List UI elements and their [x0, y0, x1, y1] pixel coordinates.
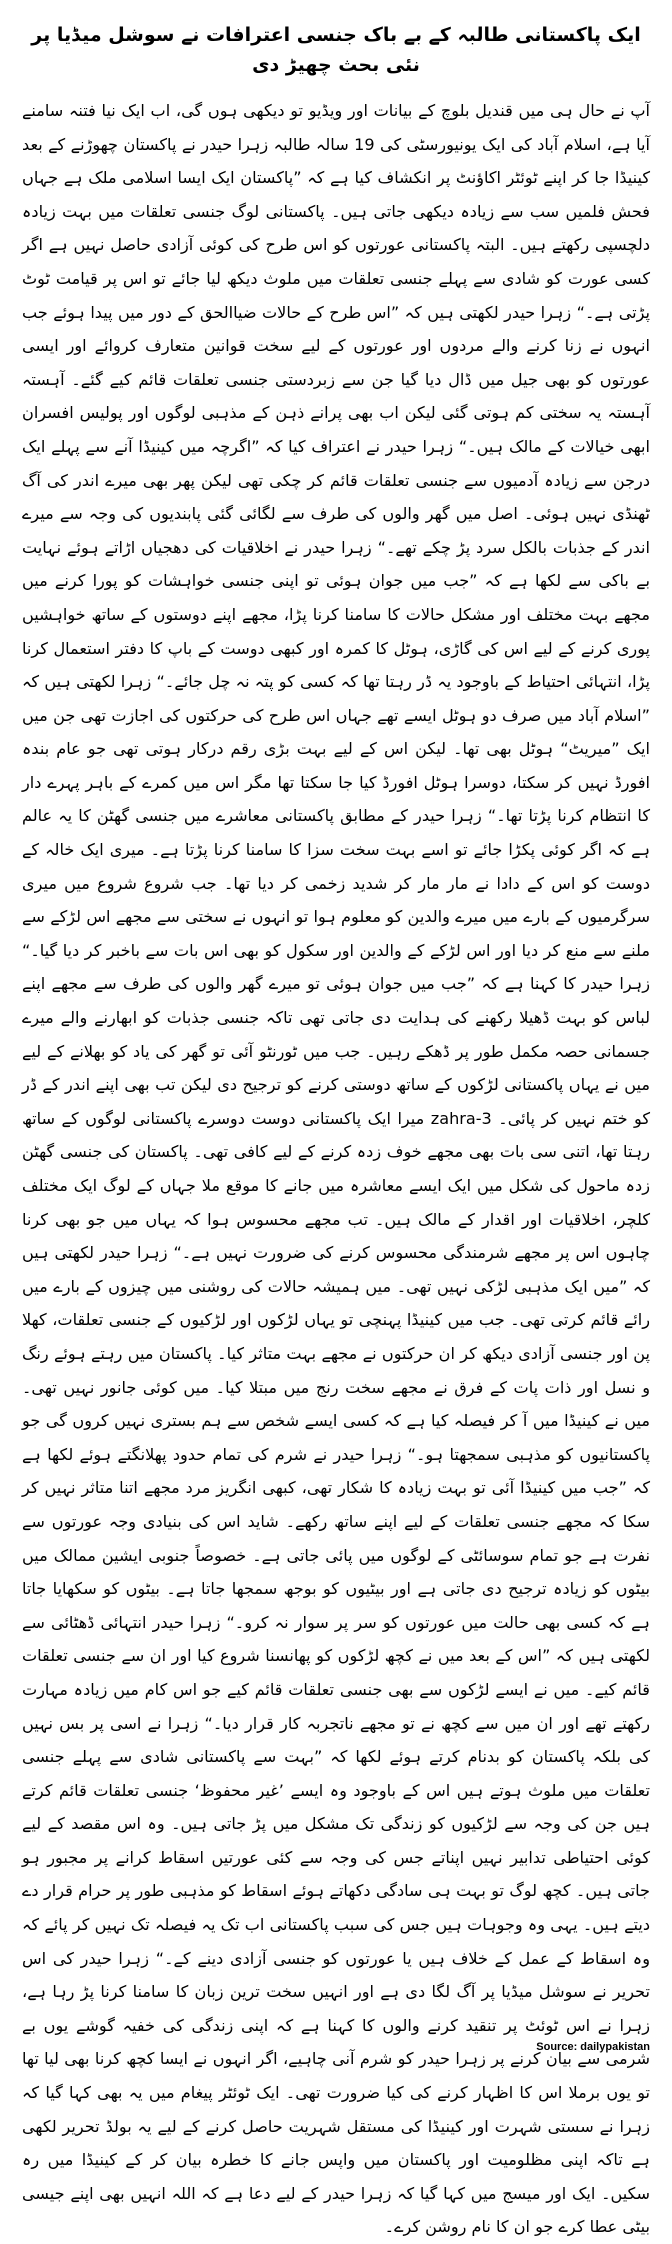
- article-body: [22, 94, 650, 2244]
- article-headline: ایک پاکستانی طالبہ کے بے باک جنسی اعترافات نے سوشل میڈیا پر نئی بحث چھیڑ دی: [31, 24, 641, 76]
- article-paragraph: آپ نے حال ہی میں قندیل بلوچ کے بیانات اور ویڈیو تو دیکھی ہوں گی، اب ایک نیا فتنہ سامنے آیا ہے، اسلام آباد کی ایک یونیورسٹی کی 19 سالہ طالبہ زہرا حیدر نے پاکستان چھوڑنے کے بعد کینیڈا جا کر اپنے ٹوئٹر اکاؤنٹ پر انکشاف کیا ہے کہ ”پاکستان ایک ایسا اسلامی ملک ہے جہاں فحش فلمیں سب سے زیادہ دیکھی جاتی ہیں۔ پاکستانی لوگ جنسی تعلقات میں بہت زیادہ دلچسپی رکھتے ہیں۔ البتہ پاکستانی عورتوں کو اس طرح کی کوئی آزادی حاصل نہیں ہے اگر کسی عورت کو شادی سے پہلے جنسی تعلقات میں ملوث دیکھ لیا جائے تو اس پر قیامت ٹوٹ پڑتی ہے۔“ زہرا حیدر لکھتی ہیں کہ ”اس طرح کے حالات ضیاالحق کے دور میں پیدا ہوئے جب انہوں نے زنا کرنے والے مردوں اور عورتوں کے لیے سخت قوانین متعارف کروائے اور ایسی عورتوں کو بھی جیل میں ڈال دیا گیا جن سے زبردستی جنسی تعلقات قائم کیے گئے۔ آہستہ آہستہ یہ سختی کم ہوتی گئی لیکن اب بھی پرانے ذہن کے مذہبی لوگوں اور پولیس افسران ابھی خیالات کے مالک ہیں۔“ زہرا حیدر نے اعتراف کیا کہ ”اگرچہ میں کینیڈا آنے سے پہلے ایک درجن سے زیادہ آدمیوں سے جنسی تعلقات قائم کر چکی تھی لیکن پھر بھی میرے اندر کی آگ ٹھنڈی نہیں ہوئی۔ اصل میں گھر والوں کی طرف سے لگائی گئی پابندیوں کی وجہ سے میرے اندر کے جذبات بالکل سرد پڑ چکے تھے۔“ زہرا حیدر نے اخلاقیات کی دھجیاں اڑاتے ہوئے نہایت بے باکی سے لکھا ہے کہ ”جب میں جوان ہوئی تو اپنی جنسی خواہشات کو پورا کرنے میں مجھے بہت مختلف اور مشکل حالات کا سامنا کرنا پڑا، مجھے اپنے دوستوں کے ساتھ خواہشیں پوری کرنے کے لیے اس کی گاڑی، ہوٹل کا کمرہ اور کبھی دوست کے باپ کا دفتر استعمال کرنا پڑا، انتہائی احتیاط کے باوجود یہ ڈر رہتا تھا کہ کسی کو پتہ نہ چل جائے۔“ زہرا لکھتی ہیں کہ ”اسلام آباد میں صرف دو ہوٹل ایسے تھے جہاں اس طرح کی حرکتوں کی اجازت تھی جن میں ایک ”میریٹ“ ہوٹل بھی تھا۔ لیکن اس کے لیے بہت بڑی رقم درکار ہوتی تھی جو عام بندہ افورڈ نہیں کر سکتا، دوسرا ہوٹل افورڈ کیا جا سکتا تھا مگر اس میں کمرے کے باہر پہرے دار کا انتظام کرنا پڑتا تھا۔“ زہرا حیدر کے مطابق پاکستانی معاشرے میں جنسی گھٹن کا یہ عالم ہے کہ اگر کوئی پکڑا جائے تو اسے بہت سخت سزا کا سامنا کرنا پڑتا ہے۔ میری ایک خالہ کے دوست کو اس کے دادا نے مار مار کر شدید زخمی کر دیا تھا۔ جب شروع شروع میں میری سرگرمیوں کے بارے میں میرے والدین کو معلوم ہوا تو انہوں نے سختی سے مجھے اس لڑکے سے ملنے سے منع کر دیا اور اس لڑکے کے والدین اور سکول کو بھی اس بات سے باخبر کر دیا گیا۔“ زہرا حیدر کا کہنا ہے کہ ”جب میں جوان ہوئی تو میرے گھر والوں کی طرف سے مجھے اپنے لباس کو بہت ڈھیلا رکھنے کی ہدایت دی جاتی تھی تاکہ جنسی جذبات کو ابھارنے والے میرے جسمانی حصہ مکمل طور پر ڈھکے رہیں۔ جب میں ٹورنٹو آئی تو گھر کی یاد کو بھلانے کے لیے میں نے یہاں پاکستانی لڑکوں کے ساتھ دوستی کرنے کو ترجیح دی لیکن تب بھی اپنے اندر کے ڈر کو ختم نہیں کر پائی۔ zahra-3 میرا ایک پاکستانی دوست دوسرے پاکستانی لوگوں کے ساتھ رہتا تھا، اتنی سی بات بھی مجھے خوف زدہ کرنے کے لیے کافی تھی۔ پاکستان کی جنسی گھٹن زدہ ماحول کی شکل میں ایک ایسے معاشرہ میں جانے کا موقع ملا جہاں کے لوگ ایک مختلف کلچر، اخلاقیات اور اقدار کے مالک ہیں۔ تب مجھے محسوس ہوا کہ یہاں میں جو بھی کرنا چاہوں اس پر مجھے شرمندگی محسوس کرنے کی ضرورت نہیں ہے۔“ زہرا حیدر لکھتی ہیں کہ ”میں ایک مذہبی لڑکی نہیں تھی۔ میں ہمیشہ حالات کی روشنی میں چیزوں کے بارے میں رائے قائم کرتی تھی۔ جب میں کینیڈا پہنچی تو یہاں لڑکوں اور لڑکیوں کے جنسی تعلقات، کھلا پن اور جنسی آزادی دیکھ کر ان حرکتوں نے مجھے بہت متاثر کیا۔ پاکستان میں رہتے ہوئے رنگ و نسل اور ذات پات کے فرق نے مجھے سخت رنج میں مبتلا کیا۔ میں کوئی جانور نہیں تھی۔ میں نے کینیڈا میں آ کر فیصلہ کیا ہے کہ کسی ایسے شخص سے ہم بستری نہیں کروں گی جو پاکستانیوں کو مذہبی سمجھتا ہو۔“ زہرا حیدر نے شرم کی تمام حدود پھلانگتے ہوئے لکھا ہے کہ ”جب میں کینیڈا آئی تو بہت زیادہ کا شکار تھی، کبھی انگریز مرد مجھے اتنا متاثر نہیں کر سکا کہ مجھے جنسی تعلقات کے لیے اپنے ساتھ رکھے۔ شاید اس کی بنیادی وجہ عورتوں سے نفرت ہے جو تمام سوسائٹی کے لوگوں میں پائی جاتی ہے۔ خصوصاً جنوبی ایشین ممالک میں بیٹوں کو زیادہ ترجیح دی جاتی ہے اور بیٹیوں کو بوجھ سمجھا جاتا ہے۔ بیٹوں کو سکھایا جاتا ہے کہ کسی بھی حالت میں عورتوں کو سر پر سوار نہ کرو۔“ زہرا حیدر انتہائی ڈھٹائی سے لکھتی ہیں کہ ”اس کے بعد میں نے کچھ لڑکوں کو پھانسنا شروع کیا اور ان سے جنسی تعلقات قائم کیے۔ میں نے ایسے لڑکوں سے بھی جنسی تعلقات قائم کیے جو اس کام میں زیادہ مہارت رکھتے تھے اور ان میں سے کچھ نے تو مجھے ناتجربہ کار قرار دیا۔“ زہرا نے اسی پر بس نہیں کی بلکہ پاکستان کو بدنام کرتے ہوئے لکھا کہ ”بہت سے پاکستانی شادی سے پہلے جنسی تعلقات میں ملوث ہوتے ہیں اس کے باوجود وہ ایسے ’غیر محفوظ‘ جنسی تعلقات قائم کرتے ہیں جن کی وجہ سے لڑکیوں کو زندگی تک مشکل میں پڑ جاتی ہیں۔ وہ اس مقصد کے لیے کوئی احتیاطی تدابیر نہیں اپناتے جس کی وجہ سے کئی عورتیں اسقاط کرانے پر مجبور ہو جاتی ہیں۔ کچھ لوگ تو بہت ہی سادگی دکھاتے ہوئے اسقاط کو مذہبی طور پر حرام قرار دے دیتے ہیں۔ یہی وہ وجوہات ہیں جس کی سبب پاکستانی اب تک یہ فیصلہ تک نہیں کر پائے کہ وہ اسقاط کے عمل کے خلاف ہیں یا عورتوں کو جنسی آزادی دینے کے۔“ زہرا حیدر کی اس تحریر نے سوشل میڈیا پر آگ لگا دی ہے اور انہیں سخت ترین زبان کا سامنا کرنا پڑ رہا ہے، زہرا نے اس ٹوئٹ پر تنقید کرنے والوں کا کہنا ہے کہ اپنی زندگی کی خفیہ گوشے یوں بے شرمی سے بیان کرنے پر زہرا حیدر کو شرم آنی چاہیے، اگر انہوں نے ایسا کچھ کرنا بھی لیا تھا تو یوں برملا اس کا اظہار کرنے کی کیا ضرورت تھی۔ ایک ٹوئٹر پیغام میں یہ بھی کہا گیا کہ زہرا نے سستی شہرت اور کینیڈا کی مستقل شہریت حاصل کرنے کے لیے یہ بولڈ تحریر لکھی ہے تاکہ اپنی مظلومیت اور پاکستان میں واپس جانے کا خطرہ بیان کر کے کینیڈا میں رہ سکیں۔ ایک اور میسج میں کہا گیا کہ زہرا حیدر کے لیے دعا ہے کہ اللہ انہیں بھی اپنے جیسی بیٹی عطا کرے جو ان کا نام روشن کرے۔: [22, 101, 650, 2237]
- source-credit: Source: dailypakistan: [536, 2041, 650, 2053]
